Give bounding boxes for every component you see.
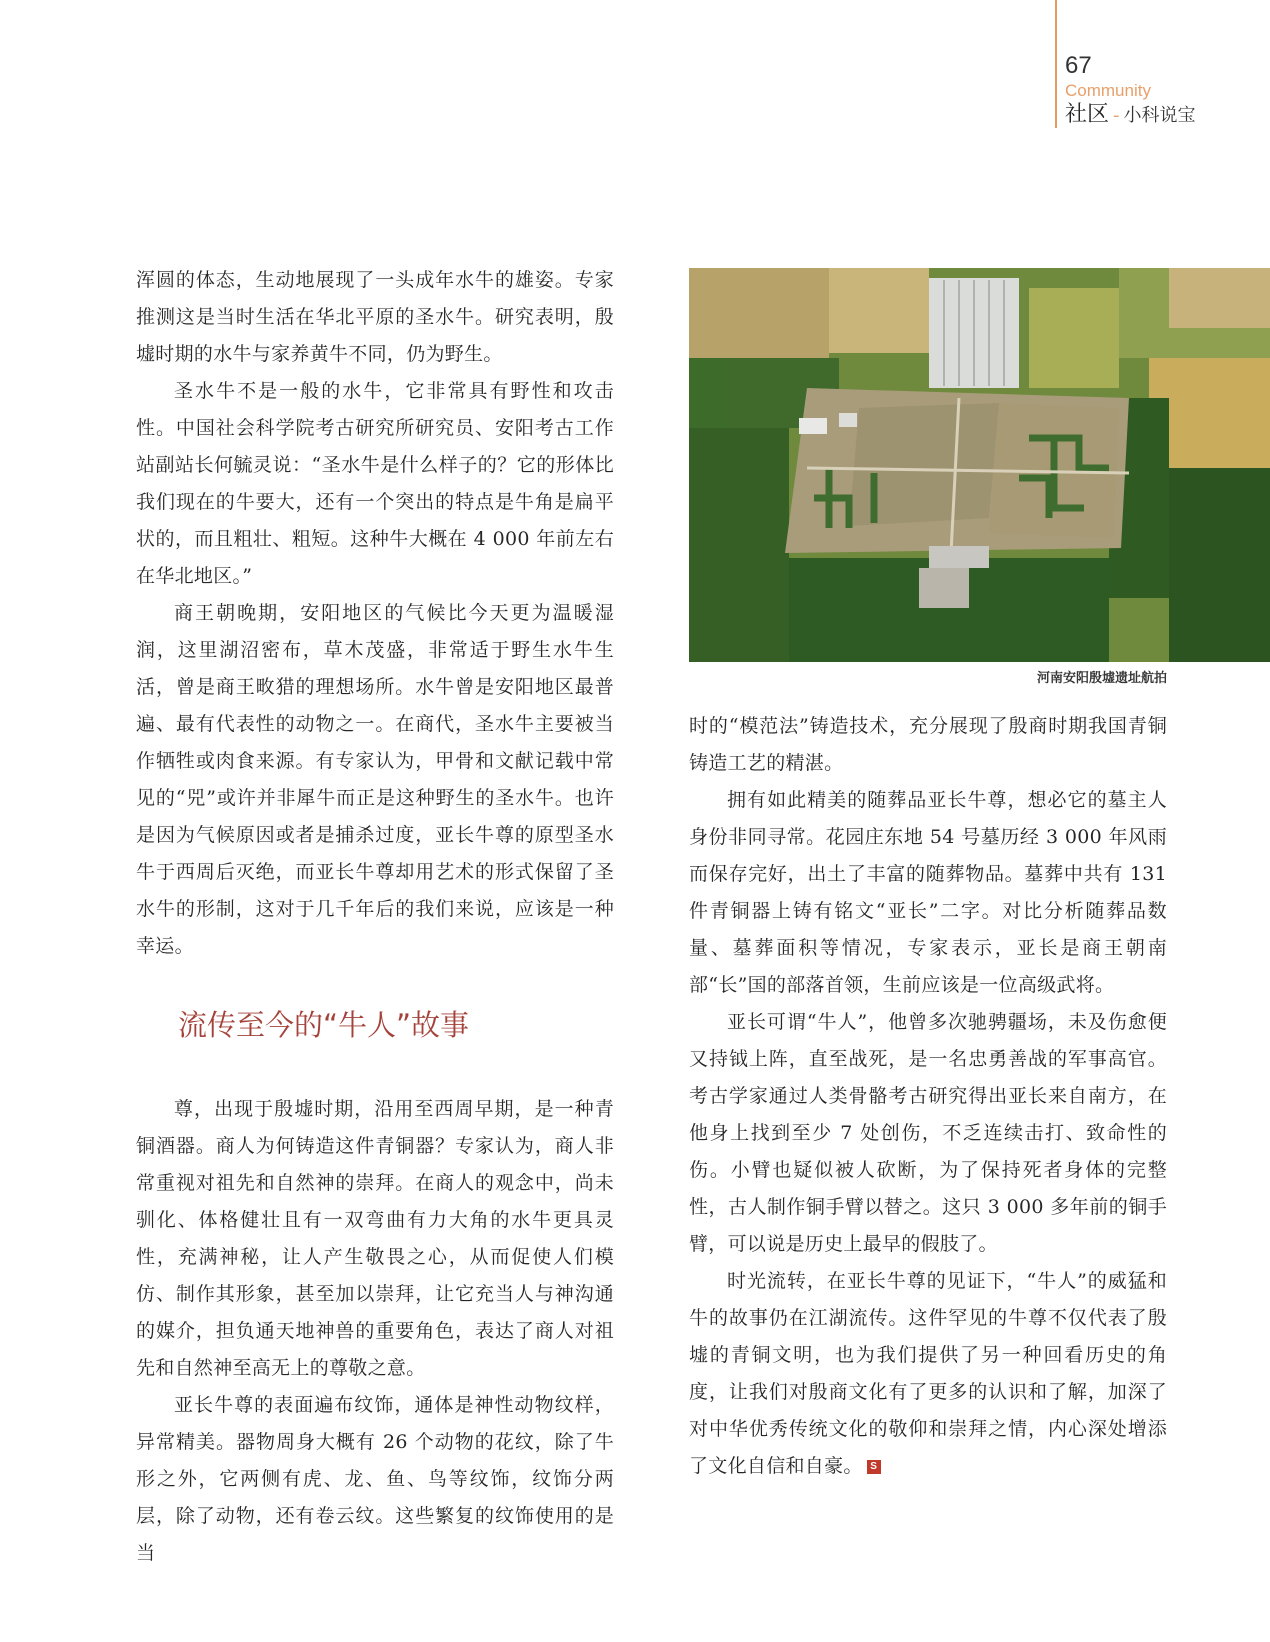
page-number: 67 [1065, 52, 1092, 79]
last-paragraph-text: 时光流转，在亚长牛尊的见证下，“牛人”的威猛和牛的故事仍在江湖流传。这件罕见的牛尊不仅代表了殷墟的青铜文明，也为我们提供了另一种回看历史的角度，让我们对殷商文化有了更多的认识和了解，加深了对中华优秀传统文化的敬仰和崇拜之情，内心深处增添了文化自信和自豪。 [689, 1270, 1167, 1477]
body-paragraph: 圣水牛不是一般的水牛，它非常具有野性和攻击性。中国社会科学院考古研究所研究员、安阳考古工作站副站长何毓灵说：“圣水牛是什么样子的？它的形体比我们现在的牛要大，还有一个突出的特点是牛角是扁平状的，而且粗壮、粗短。这种牛大概在 4 000 年前左右在华北地区。” [136, 380, 614, 587]
left-column [136, 262, 614, 1572]
body-paragraph-last [689, 1263, 1167, 1485]
body-paragraph: 浑圆的体态，生动地展现了一头成年水牛的雄姿。专家推测这是当时生活在华北平原的圣水牛。研究表明，殷墟时期的水牛与家养黄牛不同，仍为野生。 [136, 269, 614, 365]
column-name: 小科说宝 [1123, 105, 1196, 126]
section-label-cn [1065, 104, 1196, 126]
end-mark-icon: S [867, 1460, 881, 1474]
section-label-en: Community [1065, 81, 1151, 100]
body-paragraph: 时的“模范法”铸造技术，充分展现了殷商时期我国青铜铸造工艺的精湛。 [689, 715, 1167, 774]
body-paragraph: 尊，出现于殷墟时期，沿用至西周早期，是一种青铜酒器。商人为何铸造这件青铜器？专家认为，商人非常重视对祖先和自然神的崇拜。在商人的观念中，尚未驯化、体格健壮且有一双弯曲有力大角的水牛更具灵性，充满神秘，让人产生敬畏之心，从而促使人们模仿、制作其形象，甚至加以崇拜，让它充当人与神沟通的媒介，担负通天地神兽的重要角色，表达了商人对祖先和自然神至高无上的尊敬之意。 [136, 1098, 614, 1379]
section-name: 社区 [1065, 102, 1110, 127]
body-paragraph: 亚长牛尊的表面遍布纹饰，通体是神性动物纹样，异常精美。器物周身大概有 26 个动物的花纹，除了牛形之外，它两侧有虎、龙、鱼、鸟等纹饰，纹饰分两层，除了动物，还有卷云纹。这些繁复的纹饰使用的是当 [136, 1394, 614, 1564]
body-paragraph: 拥有如此精美的随葬品亚长牛尊，想必它的墓主人身份非同寻常。花园庄东地 54 号墓历经 3 000 年风雨而保存完好，出土了丰富的随葬物品。墓葬中共有 131 件青铜器上铸有铭文“亚长”二字。对比分析随葬品数量、墓葬面积等情况，专家表示，亚长是商王朝南部“长”国的部落首领，生前应该是一位高级武将。 [689, 789, 1167, 996]
header-rule [1055, 0, 1057, 128]
section-separator: - [1113, 105, 1120, 126]
aerial-photo-illustration [689, 268, 1270, 662]
photo-caption: 河南安阳殷墟遗址航拍 [1036, 671, 1167, 686]
body-paragraph: 亚长可谓“牛人”，他曾多次驰骋疆场，未及伤愈便又持钺上阵，直至战死，是一名忠勇善战的军事高官。考古学家通过人类骨骼考古研究得出亚长来自南方，在他身上找到至少 7 处创伤，不乏连续击打、致命性的伤。小臂也疑似被人砍断，为了保持死者身体的完整性，古人制作铜手臂以替之。这只 3 000 多年前的铜手臂，可以说是历史上最早的假肢了。 [689, 1011, 1167, 1255]
aerial-photo [689, 268, 1270, 662]
section-title: 流传至今的“牛人”故事 [178, 1008, 470, 1042]
body-paragraph: 商王朝晚期，安阳地区的气候比今天更为温暖湿润，这里湖沼密布，草木茂盛，非常适于野生水牛生活，曾是商王畋猎的理想场所。水牛曾是安阳地区最普遍、最有代表性的动物之一。在商代，圣水牛主要被当作牺牲或肉食来源。有专家认为，甲骨和文献记载中常见的“兕”或许并非犀牛而正是这种野生的圣水牛。也许是因为气候原因或者是捕杀过度，亚长牛尊的原型圣水牛于西周后灭绝，而亚长牛尊却用艺术的形式保留了圣水牛的形制，这对于几千年后的我们来说，应该是一种幸运。 [136, 602, 614, 957]
right-column [689, 708, 1167, 1485]
